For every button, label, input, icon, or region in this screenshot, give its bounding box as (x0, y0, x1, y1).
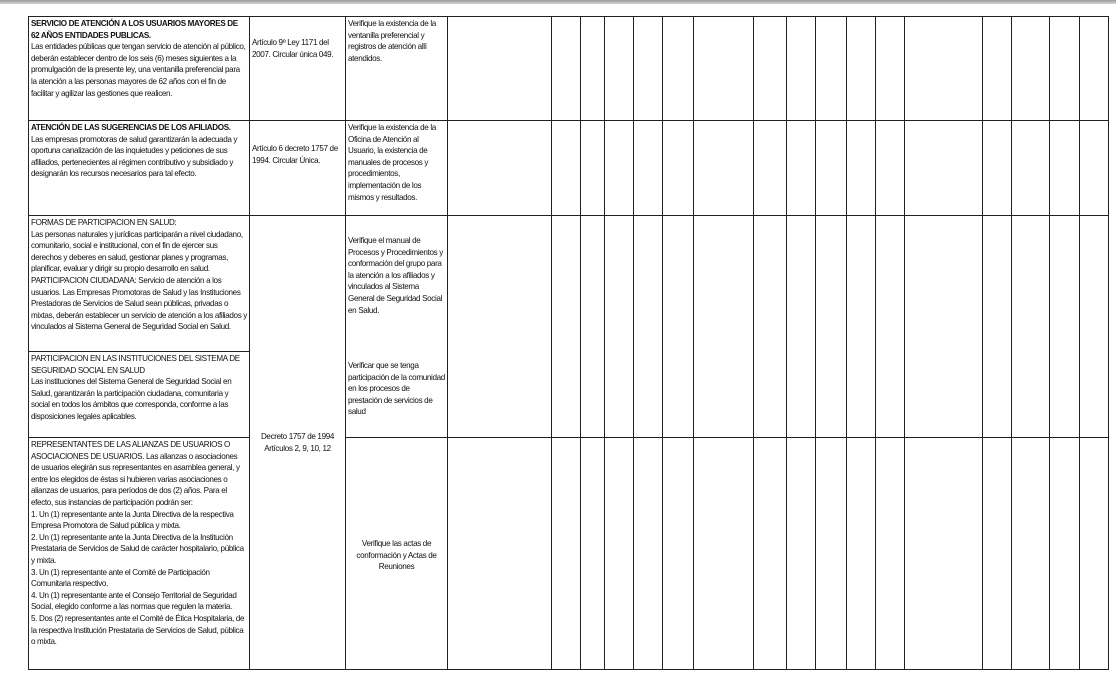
empty-grid-cell (876, 438, 905, 670)
requirement-line: 3. Un (1) representante ante el Comité de Participación Comunitaria respectivo. (31, 567, 210, 589)
empty-grid-cell (816, 216, 847, 438)
requirement-line: Las personas naturales y jurídicas participarán a nivel ciudadano, comunitario, social e institucional, con el fin de ejercer sus derechos y deberes en salud, gestionar planes y programas, planificar, evaluar y dirigir su propio desarrollo en salud. (31, 229, 243, 274)
requirement-body: Las entidades públicas que tengan servicio de atención al público, deberán establecer dentro de los seis (6) meses siguientes a la promulgación de la presente ley, una ventanilla preferencial para la atención a las personas mayores de 62 años con el fin de facilitar y agilizar las gestiones que realicen. (31, 42, 246, 98)
empty-grid-cell (983, 438, 1012, 670)
empty-grid-cell (1012, 216, 1050, 438)
requirement-line: 4. Un (1) representante ante el Consejo Territorial de Seguridad Social, elegido conforme a las normas que regulen la materia. (31, 590, 237, 612)
empty-grid-cell (581, 216, 605, 438)
audit-checklist-table (28, 16, 1109, 670)
empty-grid-cell (983, 121, 1012, 216)
empty-grid-cell (816, 438, 847, 670)
shared-norm-line: Artículos 2, 9, 10, 12 (264, 443, 331, 453)
empty-grid-cell (552, 17, 581, 121)
empty-grid-cell (694, 438, 754, 670)
empty-grid-cell (787, 438, 816, 670)
empty-grid-cell (634, 216, 663, 438)
empty-grid-cell (905, 17, 983, 121)
empty-grid-cell (663, 438, 694, 670)
empty-grid-cell (1050, 216, 1080, 438)
empty-grid-cell (694, 216, 754, 438)
empty-grid-cell (448, 17, 552, 121)
empty-grid-cell (663, 216, 694, 438)
verification-cell: Verifique la existencia de la Oficina de Atención al Usuario, la existencia de manuales de procesos y procedimientos, implementación de los mismos y resultados. (346, 121, 448, 216)
table-row (29, 17, 1109, 121)
empty-grid-cell (581, 121, 605, 216)
requirement-line: Las instituciones del Sistema General de Seguridad Social en Salud, garantizarán la participación ciudadana, comunitaria y social en todos los ámbitos que corresponda, conforme a las disposiciones legales aplicables. (31, 377, 232, 421)
empty-grid-cell (552, 438, 581, 670)
table-row (29, 438, 1109, 670)
empty-grid-cell (983, 17, 1012, 121)
empty-grid-cell (448, 216, 552, 438)
empty-grid-cell (694, 17, 754, 121)
empty-grid-cell (605, 216, 634, 438)
empty-grid-cell (581, 17, 605, 121)
empty-grid-cell (816, 17, 847, 121)
empty-grid-cell (694, 121, 754, 216)
empty-grid-cell (1080, 17, 1109, 121)
empty-grid-cell (605, 438, 634, 670)
requirement-title: ATENCIÓN DE LAS SUGERENCIAS DE LOS AFILIADOS. (31, 123, 231, 132)
verification-text: Verificar que se tenga participación de la comunidad en los procesos de prestación de servicios de salud (348, 361, 445, 417)
empty-grid-cell (663, 121, 694, 216)
empty-grid-cell (1080, 216, 1109, 438)
empty-grid-cell (1012, 438, 1050, 670)
empty-grid-cell (847, 438, 876, 670)
empty-grid-cell (876, 216, 905, 438)
empty-grid-cell (787, 17, 816, 121)
empty-grid-cell (754, 17, 787, 121)
empty-grid-cell (754, 121, 787, 216)
empty-grid-cell (634, 17, 663, 121)
empty-grid-cell (1050, 121, 1080, 216)
empty-grid-cell (1080, 121, 1109, 216)
empty-grid-cell (876, 17, 905, 121)
requirement-cell (29, 352, 250, 438)
requirement-cell (29, 216, 250, 352)
verification-cell (346, 216, 448, 438)
requirement-cell (29, 438, 250, 670)
empty-grid-cell (1050, 438, 1080, 670)
empty-grid-cell (581, 438, 605, 670)
requirement-line: PARTICIPACION EN LAS INSTITUCIONES DEL SISTEMA DE SEGURIDAD SOCIAL EN SALUD (31, 354, 240, 375)
verification-cell: Verifique las actas de conformación y Actas de Reuniones (346, 438, 448, 670)
empty-grid-cell (905, 216, 983, 438)
shared-norm-line: Decreto 1757 de 1994 (260, 431, 335, 441)
empty-grid-cell (787, 121, 816, 216)
table-row (29, 121, 1109, 216)
empty-grid-cell (552, 216, 581, 438)
empty-grid-cell (1080, 438, 1109, 670)
empty-grid-cell (448, 121, 552, 216)
empty-grid-cell (552, 121, 581, 216)
empty-grid-cell (905, 438, 983, 670)
empty-grid-cell (605, 17, 634, 121)
empty-grid-cell (663, 17, 694, 121)
empty-grid-cell (1050, 17, 1080, 121)
empty-grid-cell (983, 216, 1012, 438)
requirement-title: SERVICIO DE ATENCIÓN A LOS USUARIOS MAYORES DE 62 AÑOS ENTIDADES PUBLICAS. (31, 19, 238, 40)
empty-grid-cell (1012, 121, 1050, 216)
requirement-body: Las empresas promotoras de salud garantizarán la adecuada y oportuna canalización de las inquietudes y peticiones de sus afiliados, pertenecientes al régimen contributivo y subsidiado y designarán los recursos necesarios para tal efecto. (31, 134, 238, 179)
requirement-cell (29, 17, 250, 121)
requirement-line: PARTICIPACION CIUDADANA: Servicio de atención a los usuarios. Las Empresas Promotoras de Salud y las Instituciones Prestadoras de Servicios de Salud sean públicas, privadas o mixtas, deberán establecer un servicio de atención a los afiliados y vinculados al Sistema General de Seguridad Social en Salud. (31, 275, 247, 332)
verification-cell: Verifique la existencia de la ventanilla preferencial y registros de atención allí atendidos. (346, 17, 448, 121)
requirement-line: FORMAS DE PARTICIPACION EN SALUD: (31, 218, 177, 227)
empty-grid-cell (634, 438, 663, 670)
empty-grid-cell (754, 216, 787, 438)
requirement-line: 2. Un (1) representante ante la Junta Directiva de la Institución Prestataria de Servicios de Salud de carácter hospitalario, pública y mixta. (31, 532, 244, 565)
empty-grid-cell (448, 438, 552, 670)
empty-grid-cell (787, 216, 816, 438)
requirement-line: 1. Un (1) representante ante la Junta Directiva de la respectiva Empresa Promotora de Salud pública y mixta. (31, 509, 234, 531)
norm-cell: Artículo 9º Ley 1171 del 2007. Circular única 049. (250, 17, 346, 121)
empty-grid-cell (847, 17, 876, 121)
empty-grid-cell (876, 121, 905, 216)
empty-grid-cell (847, 216, 876, 438)
empty-grid-cell (634, 121, 663, 216)
empty-grid-cell (905, 121, 983, 216)
empty-grid-cell (816, 121, 847, 216)
empty-grid-cell (1012, 17, 1050, 121)
empty-grid-cell (605, 121, 634, 216)
requirement-line: REPRESENTANTES DE LAS ALIANZAS DE USUARIOS O ASOCIACIONES DE USUARIOS. Las alianzas o asociaciones de usuarios elegirán sus representantes en asamblea general, y entre los elegidos de éstas si hubieren varias asociaciones o alianzas de usuarios, para períodos de dos (2) años. Para el efecto, sus instancias de participación podrán ser: (31, 440, 240, 507)
empty-grid-cell (754, 438, 787, 670)
verification-text: Verifique el manual de Procesos y Procedimientos y conformación del grupo para la atención a los afiliados y vinculados al Sistema General de Seguridad Social en Salud. (348, 235, 443, 315)
norm-cell: Artículo 6 decreto 1757 de 1994. Circular Única. (250, 121, 346, 216)
empty-grid-cell (847, 121, 876, 216)
document-page (0, 4, 1116, 678)
requirement-cell (29, 121, 250, 216)
requirement-line: 5. Dos (2) representantes ante el Comité de Ética Hospitalaria, de la respectiva Institución Prestataria de Servicios de Salud, pública o mixta. (31, 613, 245, 647)
table-row (29, 216, 1109, 352)
shared-norm-cell (250, 216, 346, 670)
